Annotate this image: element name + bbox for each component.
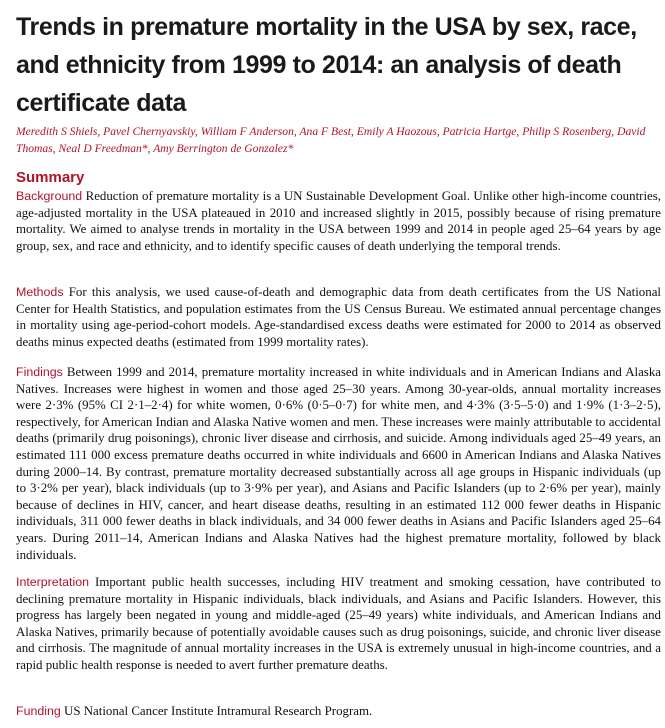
interpretation-label: Interpretation bbox=[16, 575, 90, 589]
funding-label: Funding bbox=[16, 704, 61, 718]
background-label: Background bbox=[16, 189, 83, 203]
findings-paragraph bbox=[16, 364, 661, 563]
summary-heading: Summary bbox=[16, 169, 85, 186]
findings-label: Findings bbox=[16, 365, 63, 379]
author-list: Meredith S Shiels, Pavel Chernyavskiy, William F Anderson, Ana F Best, Emily A Haozous, Patricia Hartge, Philip S Rosenberg, David Thomas, Neal D Freedman*, Amy Berrington de Gonzalez* bbox=[16, 125, 646, 155]
methods-label: Methods bbox=[16, 285, 64, 299]
article-title: Trends in premature mortality in the USA by sex, race, and ethnicity from 1999 to 2014: an analysis of death certificate data bbox=[16, 13, 637, 117]
methods-text: For this analysis, we used cause-of-death and demographic data from death certificates from the US National Center for Health Statistics, and population estimates from the US Census Bureau. We estimated annual percentage changes in mortality using age-period-cohort models. Age-standardised excess deaths were estimated for 2000 to 2014 as observed deaths minus expected deaths (estimated from 1999 mortality rates). bbox=[16, 285, 661, 349]
background-text: Reduction of premature mortality is a UN Sustainable Development Goal. Unlike other high-income countries, age-adjusted mortality in the USA plateaued in 2010 and increased slightly in 2015, possibly because of rising premature mortality. We aimed to analyse trends in mortality in the USA between 1999 and 2014 in people aged 25–64 years by age group, sex, and race and ethnicity, and to identify specific causes of death underlying the temporal trends. bbox=[16, 189, 661, 253]
funding-paragraph bbox=[16, 703, 661, 720]
interpretation-paragraph bbox=[16, 574, 661, 674]
funding-text: US National Cancer Institute Intramural Research Program. bbox=[64, 704, 373, 718]
methods-paragraph bbox=[16, 284, 661, 350]
interpretation-text: Important public health successes, including HIV treatment and smoking cessation, have contributed to declining premature mortality in Hispanic individuals, black individuals, and Asians and Pacific Islanders. However, this progress has largely been negated in young and middle-aged (25–49 years) white individuals, and American Indians and Alaska Natives, primarily because of potentially avoidable causes such as drug poisonings, suicide, and chronic liver disease and cirrhosis. The magnitude of annual mortality increases in the USA is extremely unusual in high-income countries, and a rapid public health response is needed to avert further premature deaths. bbox=[16, 575, 661, 672]
background-paragraph bbox=[16, 188, 661, 254]
findings-text: Between 1999 and 2014, premature mortality increased in white individuals and in American Indians and Alaska Natives. Increases were highest in women and those aged 25–30 years. Among 30-year-olds, annual mortality increases were 2·3% (95% CI 2·1–2·4) for white women, 0·6% (0·5–0·7) for white men, and 4·3% (3·5–5·0) and 1·9% (1·3–2·5), respectively, for American Indian and Alaska Native women and men. These increases were mainly attributable to accidental deaths (primarily drug poisonings), chronic liver disease and cirrhosis, and suicide. Among individuals aged 25–49 years, an estimated 111 000 excess premature deaths occurred in white individuals and 6600 in American Indians and Alaska Natives during 2000–14. By contrast, premature mortality decreased substantially across all age groups in Hispanic individuals (up to 3·2% per year), black individuals (up to 3·9% per year), and Asians and Pacific Islanders (up to 2·6% per year), mainly because of declines in HIV, cancer, and heart disease deaths, resulting in an estimated 112 000 fewer deaths in Hispanic individuals, 311 000 fewer deaths in black individuals, and 34 000 fewer deaths in Asians and Pacific Islanders aged 25–64 years. During 2011–14, American Indians and Alaska Natives had the highest premature mortality, followed by black individuals. bbox=[16, 365, 661, 562]
